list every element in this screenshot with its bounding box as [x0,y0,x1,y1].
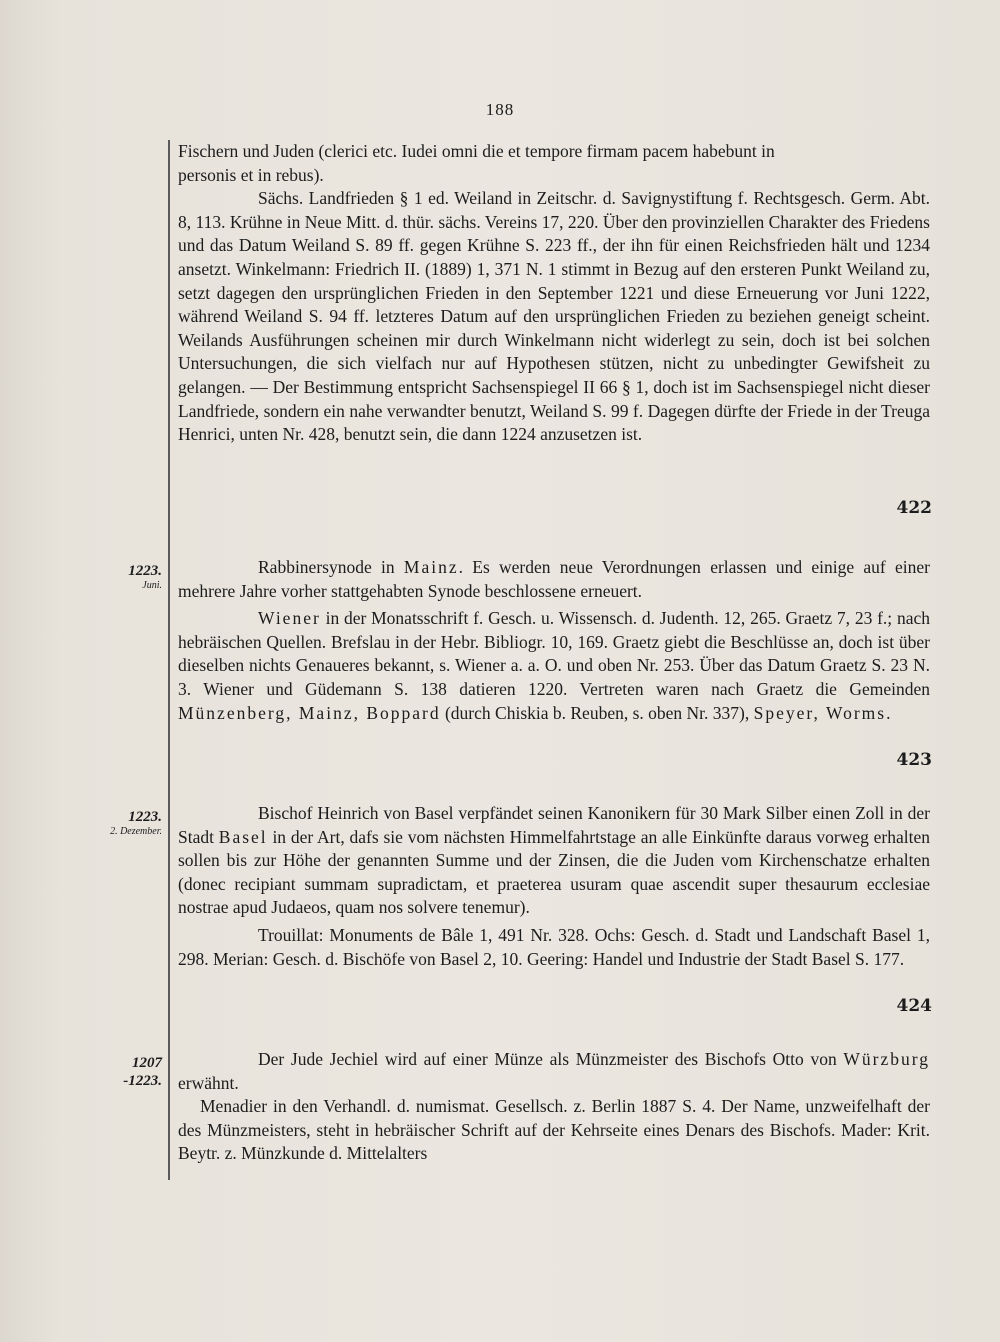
entry-424-summary-place: Basel [218,826,268,847]
margin-rule [168,140,170,1180]
entry-423-notes-mid: (durch Chiskia b. Reuben, s. oben Nr. 337), [440,702,754,723]
entry-423-summary-place: Mainz [403,557,459,577]
entry-425-summary [178,1048,930,1095]
entry-424-notes: Trouillat: Monuments de Bâle 1, 491 Nr. 328. Ochs: Gesch. d. Stadt und Landschaft Basel 1, 298. Merian: Gesch. d. Bischöfe von Basel 2, 10. Geering: Handel und Industrie der Stadt Basel S. 177. [178,924,930,969]
entry-424-text [178,802,930,971]
entry-424-summary-pre: Bischof Heinrich von Basel verpfändet seinen Kanonikern für 30 Mark Silber einen Zoll in der Stadt [178,803,930,847]
entry-425-date-line1: 1207 [132,1055,162,1071]
entry-422-line2: personis et in rebus). [178,164,324,185]
entry-423-notes [178,607,930,725]
entry-423-places: Münzenberg, Mainz, Boppard [178,702,441,723]
entry-424-summary-post: in der Art, dafs sie vom nächsten Himmelfahrtstage an alle Einkünfte daraus vorweg erhalten sollen bis zur Höhe der genannten Summe und der Zinsen, die die Juden vom Kirchenschatze erhalten (donec recipiant summam supradictam, et praeterea usuram quae ascendit super thesaurum ecclesiae nostrae apud Judaeos, quam nos solvere tenemur). [178,826,930,918]
entry-423-summary-post: . Es werden neue Verordnungen erlassen und einige auf einer mehrere Jahre vorher stattgehabten Synode beschlossene erneuert. [178,557,930,601]
entry-423-notes-end: . [886,702,891,723]
page-number: 188 [485,100,515,119]
entry-425-summary-place: Würzburg [843,1049,930,1069]
entry-422-line1: Fischern und Juden (clerici etc. Iudei omni die et tempore firmam pacem habebunt in [178,141,775,161]
entry-423-date-sub: Juni. [142,580,162,591]
entry-423-summary [178,556,930,603]
entry-425-text [178,1048,930,1166]
entry-423-notes-body: in der Monatsschrift f. Gesch. u. Wissensch. d. Judenth. 12, 265. Graetz 7, 23 f.; nach hebräischen Quellen. Brefslau in der Hebr. Bibliogr. 10, 169. Graetz giebt die Beschlüsse an, doch ist über dieselben nichts Genaueres bekannt, s. Wiener a. a. O. und oben Nr. 253. Über das Datum Graetz S. 23 N. 3. Wiener und Güdemann S. 138 datieren 1220. Vertreten waren nach Graetz die Gemeinden [178,608,930,699]
entry-423-notes-name: Wiener [258,608,321,629]
entry-number-424: 424 [896,996,932,1016]
entry-424-date-sub: 2. Dezember. [110,826,162,837]
entry-423-summary-pre: Rabbinersynode in [258,557,404,577]
entry-425-summary-pre: Der Jude Jechiel wird auf einer Münze als Münzmeister des Bischofs Otto von [258,1049,844,1069]
entry-423-date: 1223. [128,563,162,579]
entry-number-423: 423 [896,750,932,770]
entry-number-422: 422 [896,498,932,518]
entry-422-text [178,140,930,447]
entry-425-date-line2: -1223. [123,1073,162,1089]
entry-423-text [178,556,930,725]
entry-425-summary-post: erwähnt. [178,1072,239,1093]
entry-424-summary [178,802,930,920]
entry-425-notes: Menadier in den Verhandl. d. numismat. Gesellsch. z. Berlin 1887 S. 4. Der Name, unzweifelhaft der des Münzmeisters, steht in hebräischer Schrift auf der Kehrseite eines Denars des Bischofs. Mader: Krit. Beytr. z. Münzkunde d. Mittelalters [178,1096,930,1164]
entry-423-places2: Speyer, Worms [753,702,887,723]
entry-424-date: 1223. [128,809,162,825]
entry-422-notes: Sächs. Landfrieden § 1 ed. Weiland in Zeitschr. d. Savignystiftung f. Rechtsgesch. Germ. Abt. 8, 113. Krühne in Neue Mitt. d. thür. sächs. Vereins 17, 220. Über den provinziellen Charakter des Friedens und das Datum Weiland S. 89 ff. gegen Krühne S. 223 ff., der ihn für einen Reichsfrieden hält und 1234 ansetzt. Winkelmann: Friedrich II. (1889) 1, 371 N. 1 stimmt in Bezug auf den ersteren Punkt Weiland zu, setzt dagegen den ursprünglichen Frieden in den September 1221 und diese Erneuerung vor Juni 1222, während Weiland S. 94 ff. letzteres Datum auf den ursprünglichen Frieden zu beziehen geneigt scheint. Weilands Ausführungen scheinen mir durch Winkelmann nicht widerlegt zu sein, doch ist bei solchen Untersuchungen, die sich vielfach nur auf Hypothesen stützen, nicht zu unbedingter Gewifsheit zu gelangen. — Der Bestimmung entspricht Sachsenspiegel II 66 § 1, doch ist im Sachsenspiegel nicht dieser Landfriede, sondern ein nahe verwandter benutzt, Weiland S. 99 f. Dagegen dürfte der Friede in der Treuga Henrici, unten Nr. 428, benutzt sein, die dann 1224 anzusetzen ist. [178,188,930,445]
